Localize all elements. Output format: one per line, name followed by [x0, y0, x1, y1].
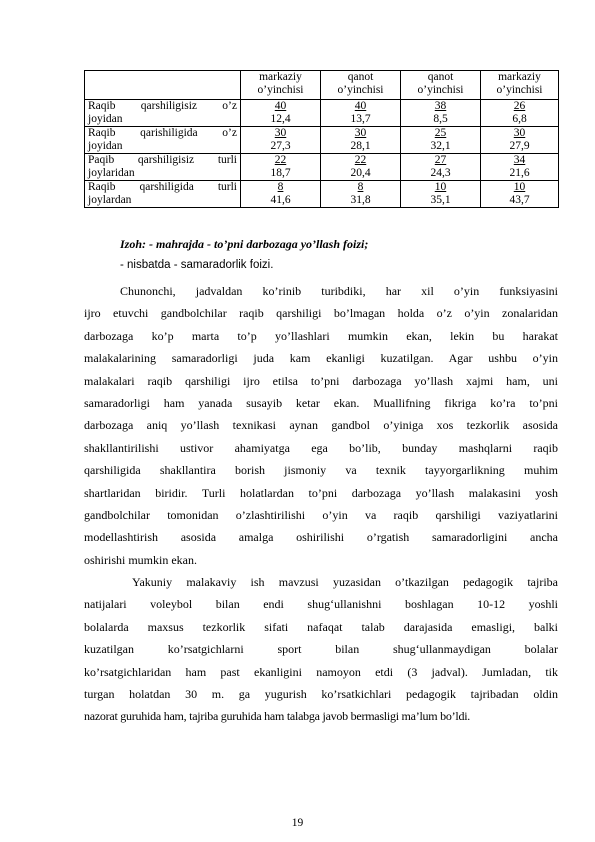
table-cell: 26 6,8: [481, 100, 559, 127]
table-cell: 27 24,3: [401, 154, 481, 181]
table-note-secondary: - nisbatda - samaradorlik foizi.: [120, 259, 274, 271]
paragraph-1: [84, 280, 558, 571]
text-line: modellashtirish asosida amalga oshirilishi o’rgatish samaradorligini ancha: [84, 530, 558, 545]
text-line: bolalarda maxsus tezkorlik sifati nafaqat talab darajasida emasligi, balki: [84, 619, 558, 634]
table-header-cell: qanot o’yinchisi: [321, 71, 401, 100]
row-label: Paqib qarshiligisiz turli joylaridan: [85, 154, 241, 181]
table-row: [85, 100, 559, 127]
results-table: [84, 70, 559, 208]
text-line: qarshiligida shakllantira borish jismoniy va texnik tayyorgarlikning muhim: [84, 463, 558, 478]
text-line: samaradorligi ham yanada susayib ketar ekan. Muallifning fikriga ko’ra to’pni: [84, 395, 558, 410]
text-line: darbozaga aniq yo’llash texnikasi aynan gandbol o’yiniga xos tezkorlik asosida: [84, 418, 558, 433]
text-line: gandbolchilar tomonidan o’zlashtirilishi o’yin va raqib qarshiligi vaziyatlarini: [84, 507, 558, 522]
table-cell: 40 13,7: [321, 100, 401, 127]
text-line: kuzatilgan ko’rsatgichlarni sport bilan shug‘ullanmaydigan bolalar: [84, 642, 558, 657]
text-line: darbozaga ko’p marta to’p yo’llashlari mumkin ekan, lekin bu harakat: [84, 328, 558, 343]
table-cell: 10 35,1: [401, 181, 481, 208]
text-line: shakllantirilishi ustivor ahamiyatga ega bo’lib, bunday mashqlarni raqib: [84, 440, 558, 455]
table-cell: 8 31,8: [321, 181, 401, 208]
table-header-cell: qanot o’yinchisi: [401, 71, 481, 100]
table-cell: 8 41,6: [241, 181, 321, 208]
row-label: Raqib qarishiligida o’z joyidan: [85, 127, 241, 154]
text-line: oshirishi mumkin ekan.: [84, 552, 197, 567]
table-cell: 22 18,7: [241, 154, 321, 181]
table-cell: 22 20,4: [321, 154, 401, 181]
text-line: nazorat guruhida ham, tajriba guruhida ham talabga javob bermasligi ma’lum bo’ldi.: [84, 709, 471, 724]
table-cell: 34 21,6: [481, 154, 559, 181]
table-corner-cell: [85, 71, 241, 100]
table-cell: 30 28,1: [321, 127, 401, 154]
table-cell: 25 32,1: [401, 127, 481, 154]
table-header-cell: markaziy o’yinchisi: [481, 71, 559, 100]
row-label: Raqib qarshiligida turli joylardan: [85, 181, 241, 208]
row-label: Raqib qarshiligisiz o’z joyidan: [85, 100, 241, 127]
table-cell: 10 43,7: [481, 181, 559, 208]
table-cell: 30 27,9: [481, 127, 559, 154]
text-line: Yakuniy malakaviy ish mavzusi yuzasidan o’tkazilgan pedagogik tajriba: [132, 575, 558, 589]
text-line: shartlaridan biridir. Turli holatlardan to’pni darbozaga yo’llash malakasini yosh: [84, 485, 558, 500]
text-line: natijalari voleybol bilan endi shug‘ullanishni boshlagan 10-12 yoshli: [84, 597, 558, 612]
text-line: Chunonchi, jadvaldan ko’rinib turibdiki, har xil o’yin funksiyasini: [120, 284, 558, 298]
table-row: [85, 181, 559, 208]
text-line: ijro etuvchi gandbolchilar raqib qarshiligi bo’lmagan holda o’z o’yin zonalaridan: [84, 306, 558, 321]
page-number: 19: [291, 817, 304, 829]
table-cell: 38 8,5: [401, 100, 481, 127]
table-row: [85, 154, 559, 181]
table-cell: 30 27,3: [241, 127, 321, 154]
table-header-cell: markaziy o’yinchisi: [241, 71, 321, 100]
table-row: [85, 127, 559, 154]
text-line: malakalarining samaradorligi juda kam ekanligi kuzatilgan. Agar ushbu o’yin: [84, 351, 558, 366]
text-line: ko’rsatgichlaridan ham past ekanligini namoyon etdi (3 jadval). Jumladan, tik: [84, 664, 558, 679]
table-cell: 40 12,4: [241, 100, 321, 127]
table-note: Izoh: - mahrajda - to’pni darbozaga yo’llash foizi;: [120, 237, 369, 251]
table-header-row: [85, 71, 559, 100]
text-line: malakalari raqib qarshiligi ijro etilsa to’pni darbozaga yo’llash xajmi ham, uni: [84, 373, 558, 388]
paragraph-2: [84, 571, 558, 728]
text-line: turgan holatdan 30 m. ga yugurish ko’rsatkichlari pedagogik tajribadan oldin: [84, 686, 558, 701]
